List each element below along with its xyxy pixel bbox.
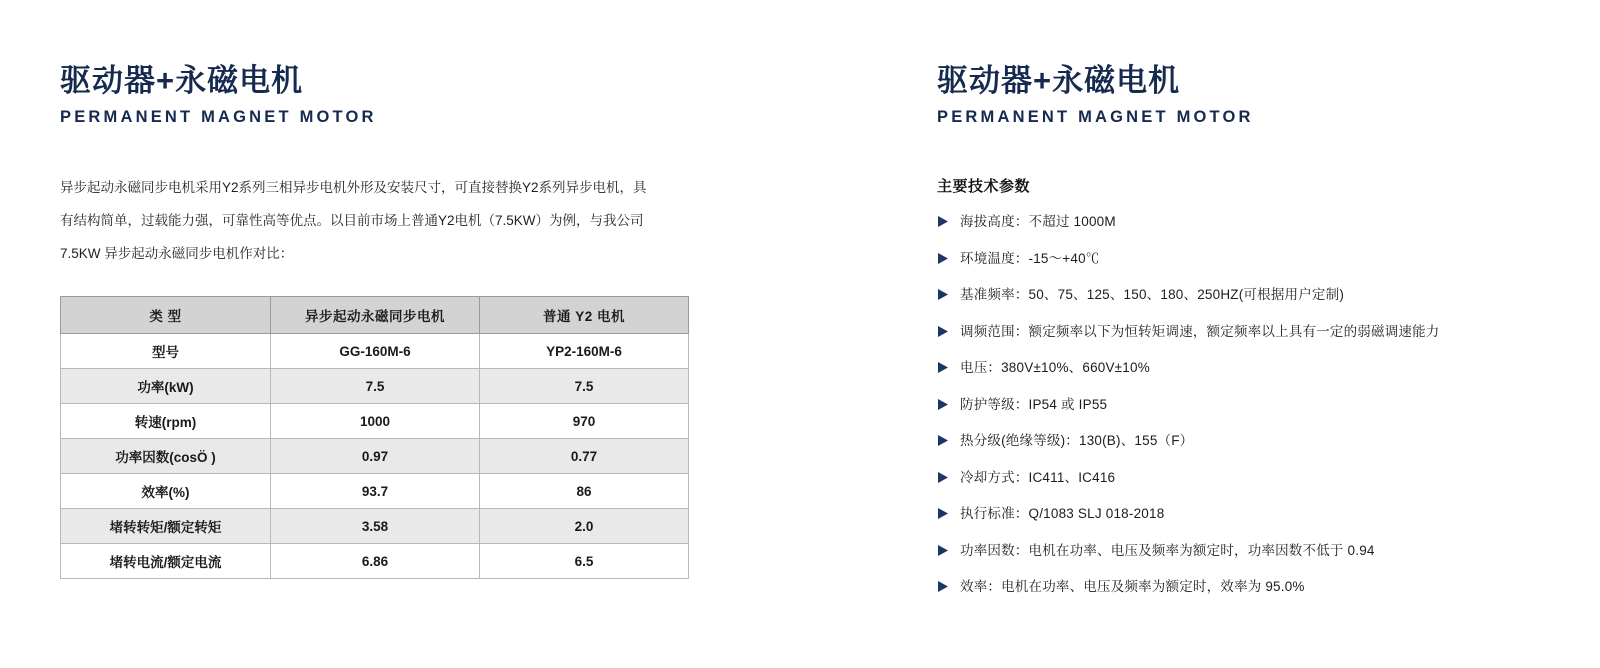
list-item bbox=[937, 285, 1557, 322]
triangle-right-icon bbox=[937, 325, 949, 338]
list-item-label: 执行标准：Q/1083 SLJ 018-2018 bbox=[960, 506, 1165, 522]
list-item-label: 效率：电机在功率、电压及频率为额定时，效率为 95.0% bbox=[960, 579, 1305, 595]
list-item bbox=[937, 358, 1557, 395]
table-cell-value: 1000 bbox=[271, 404, 480, 439]
table-cell-label: 堵转转矩/额定转矩 bbox=[61, 509, 271, 544]
list-item-label: 电压：380V±10%、660V±10% bbox=[960, 360, 1150, 376]
list-item bbox=[937, 468, 1557, 505]
intro-paragraph: 异步起动永磁同步电机采用Y2系列三相异步电机外形及安装尺寸，可直接替换Y2系列异步电机，具有结构简单，过载能力强，可靠性高等优点。以目前市场上普通Y2电机（7.5KW）为例，与我公司7.5KW 异步起动永磁同步电机作对比： bbox=[60, 180, 647, 262]
list-item bbox=[937, 322, 1557, 359]
list-item bbox=[937, 395, 1557, 432]
table-row bbox=[61, 439, 689, 474]
list-item bbox=[937, 431, 1557, 468]
table-header-cell: 普通 Y2 电机 bbox=[480, 297, 689, 334]
table-cell-value: 7.5 bbox=[271, 369, 480, 404]
table-row bbox=[61, 474, 689, 509]
list-item-label: 基准频率：50、75、125、150、180、250HZ(可根据用户定制) bbox=[960, 287, 1345, 303]
list-item-label: 冷却方式：IC411、IC416 bbox=[960, 469, 1116, 485]
list-item bbox=[937, 249, 1557, 286]
triangle-right-icon bbox=[937, 215, 949, 228]
triangle-right-icon bbox=[937, 252, 949, 265]
table-cell-value: GG-160M-6 bbox=[271, 334, 480, 369]
list-item-label: 海拔高度：不超过 1000M bbox=[960, 214, 1116, 230]
triangle-right-icon bbox=[937, 361, 949, 374]
table-cell-value: 0.97 bbox=[271, 439, 480, 474]
list-item-label: 调频范围：额定频率以下为恒转矩调速，额定频率以上具有一定的弱磁调速能力 bbox=[960, 323, 1440, 339]
table-cell-value: 970 bbox=[480, 404, 689, 439]
left-section bbox=[60, 62, 760, 579]
table-cell-value: 2.0 bbox=[480, 509, 689, 544]
table-row bbox=[61, 544, 689, 579]
table-cell-value: 7.5 bbox=[480, 369, 689, 404]
triangle-right-icon bbox=[937, 544, 949, 557]
table-cell-label: 功率因数(cosÖ ) bbox=[61, 439, 271, 474]
table-cell-label: 转速(rpm) bbox=[61, 404, 271, 439]
triangle-right-icon bbox=[937, 434, 949, 447]
table-header-cell: 类 型 bbox=[61, 297, 271, 334]
table-cell-label: 功率(kW) bbox=[61, 369, 271, 404]
table-cell-value: 93.7 bbox=[271, 474, 480, 509]
table-header-cell: 异步起动永磁同步电机 bbox=[271, 297, 480, 334]
list-item-label: 热分级(绝缘等级)：130(B)、155（F） bbox=[960, 433, 1194, 449]
triangle-right-icon bbox=[937, 580, 949, 593]
right-section bbox=[937, 62, 1557, 614]
table-cell-value: 3.58 bbox=[271, 509, 480, 544]
table-row bbox=[61, 509, 689, 544]
triangle-right-icon bbox=[937, 507, 949, 520]
list-item bbox=[937, 541, 1557, 578]
list-item-label: 环境温度：-15〜+40℃ bbox=[960, 250, 1100, 266]
table-cell-label: 效率(%) bbox=[61, 474, 271, 509]
list-item bbox=[937, 212, 1557, 249]
triangle-right-icon bbox=[937, 471, 949, 484]
table-header-row bbox=[61, 297, 689, 334]
specs-subheading: 主要技术参数 bbox=[937, 178, 1031, 196]
table-cell-value: 0.77 bbox=[480, 439, 689, 474]
comparison-table bbox=[60, 296, 689, 579]
table-row bbox=[61, 404, 689, 439]
table-cell-label: 型号 bbox=[61, 334, 271, 369]
table-cell-value: YP2-160M-6 bbox=[480, 334, 689, 369]
list-item bbox=[937, 504, 1557, 541]
triangle-right-icon bbox=[937, 288, 949, 301]
list-item bbox=[937, 577, 1557, 614]
spec-list bbox=[937, 212, 1557, 614]
right-title-english: PERMANENT MAGNET MOTOR bbox=[937, 108, 1254, 127]
list-item-label: 防护等级：IP54 或 IP55 bbox=[960, 396, 1108, 412]
table-row bbox=[61, 369, 689, 404]
list-item-label: 功率因数：电机在功率、电压及频率为额定时，功率因数不低于 0.94 bbox=[960, 542, 1375, 558]
table-row bbox=[61, 334, 689, 369]
table-cell-value: 6.5 bbox=[480, 544, 689, 579]
left-title-english: PERMANENT MAGNET MOTOR bbox=[60, 108, 377, 127]
table-cell-label: 堵转电流/额定电流 bbox=[61, 544, 271, 579]
triangle-right-icon bbox=[937, 398, 949, 411]
right-title-chinese: 驱动器+永磁电机 bbox=[937, 63, 1181, 98]
table-cell-value: 6.86 bbox=[271, 544, 480, 579]
left-title-chinese: 驱动器+永磁电机 bbox=[60, 63, 304, 98]
table-cell-value: 86 bbox=[480, 474, 689, 509]
